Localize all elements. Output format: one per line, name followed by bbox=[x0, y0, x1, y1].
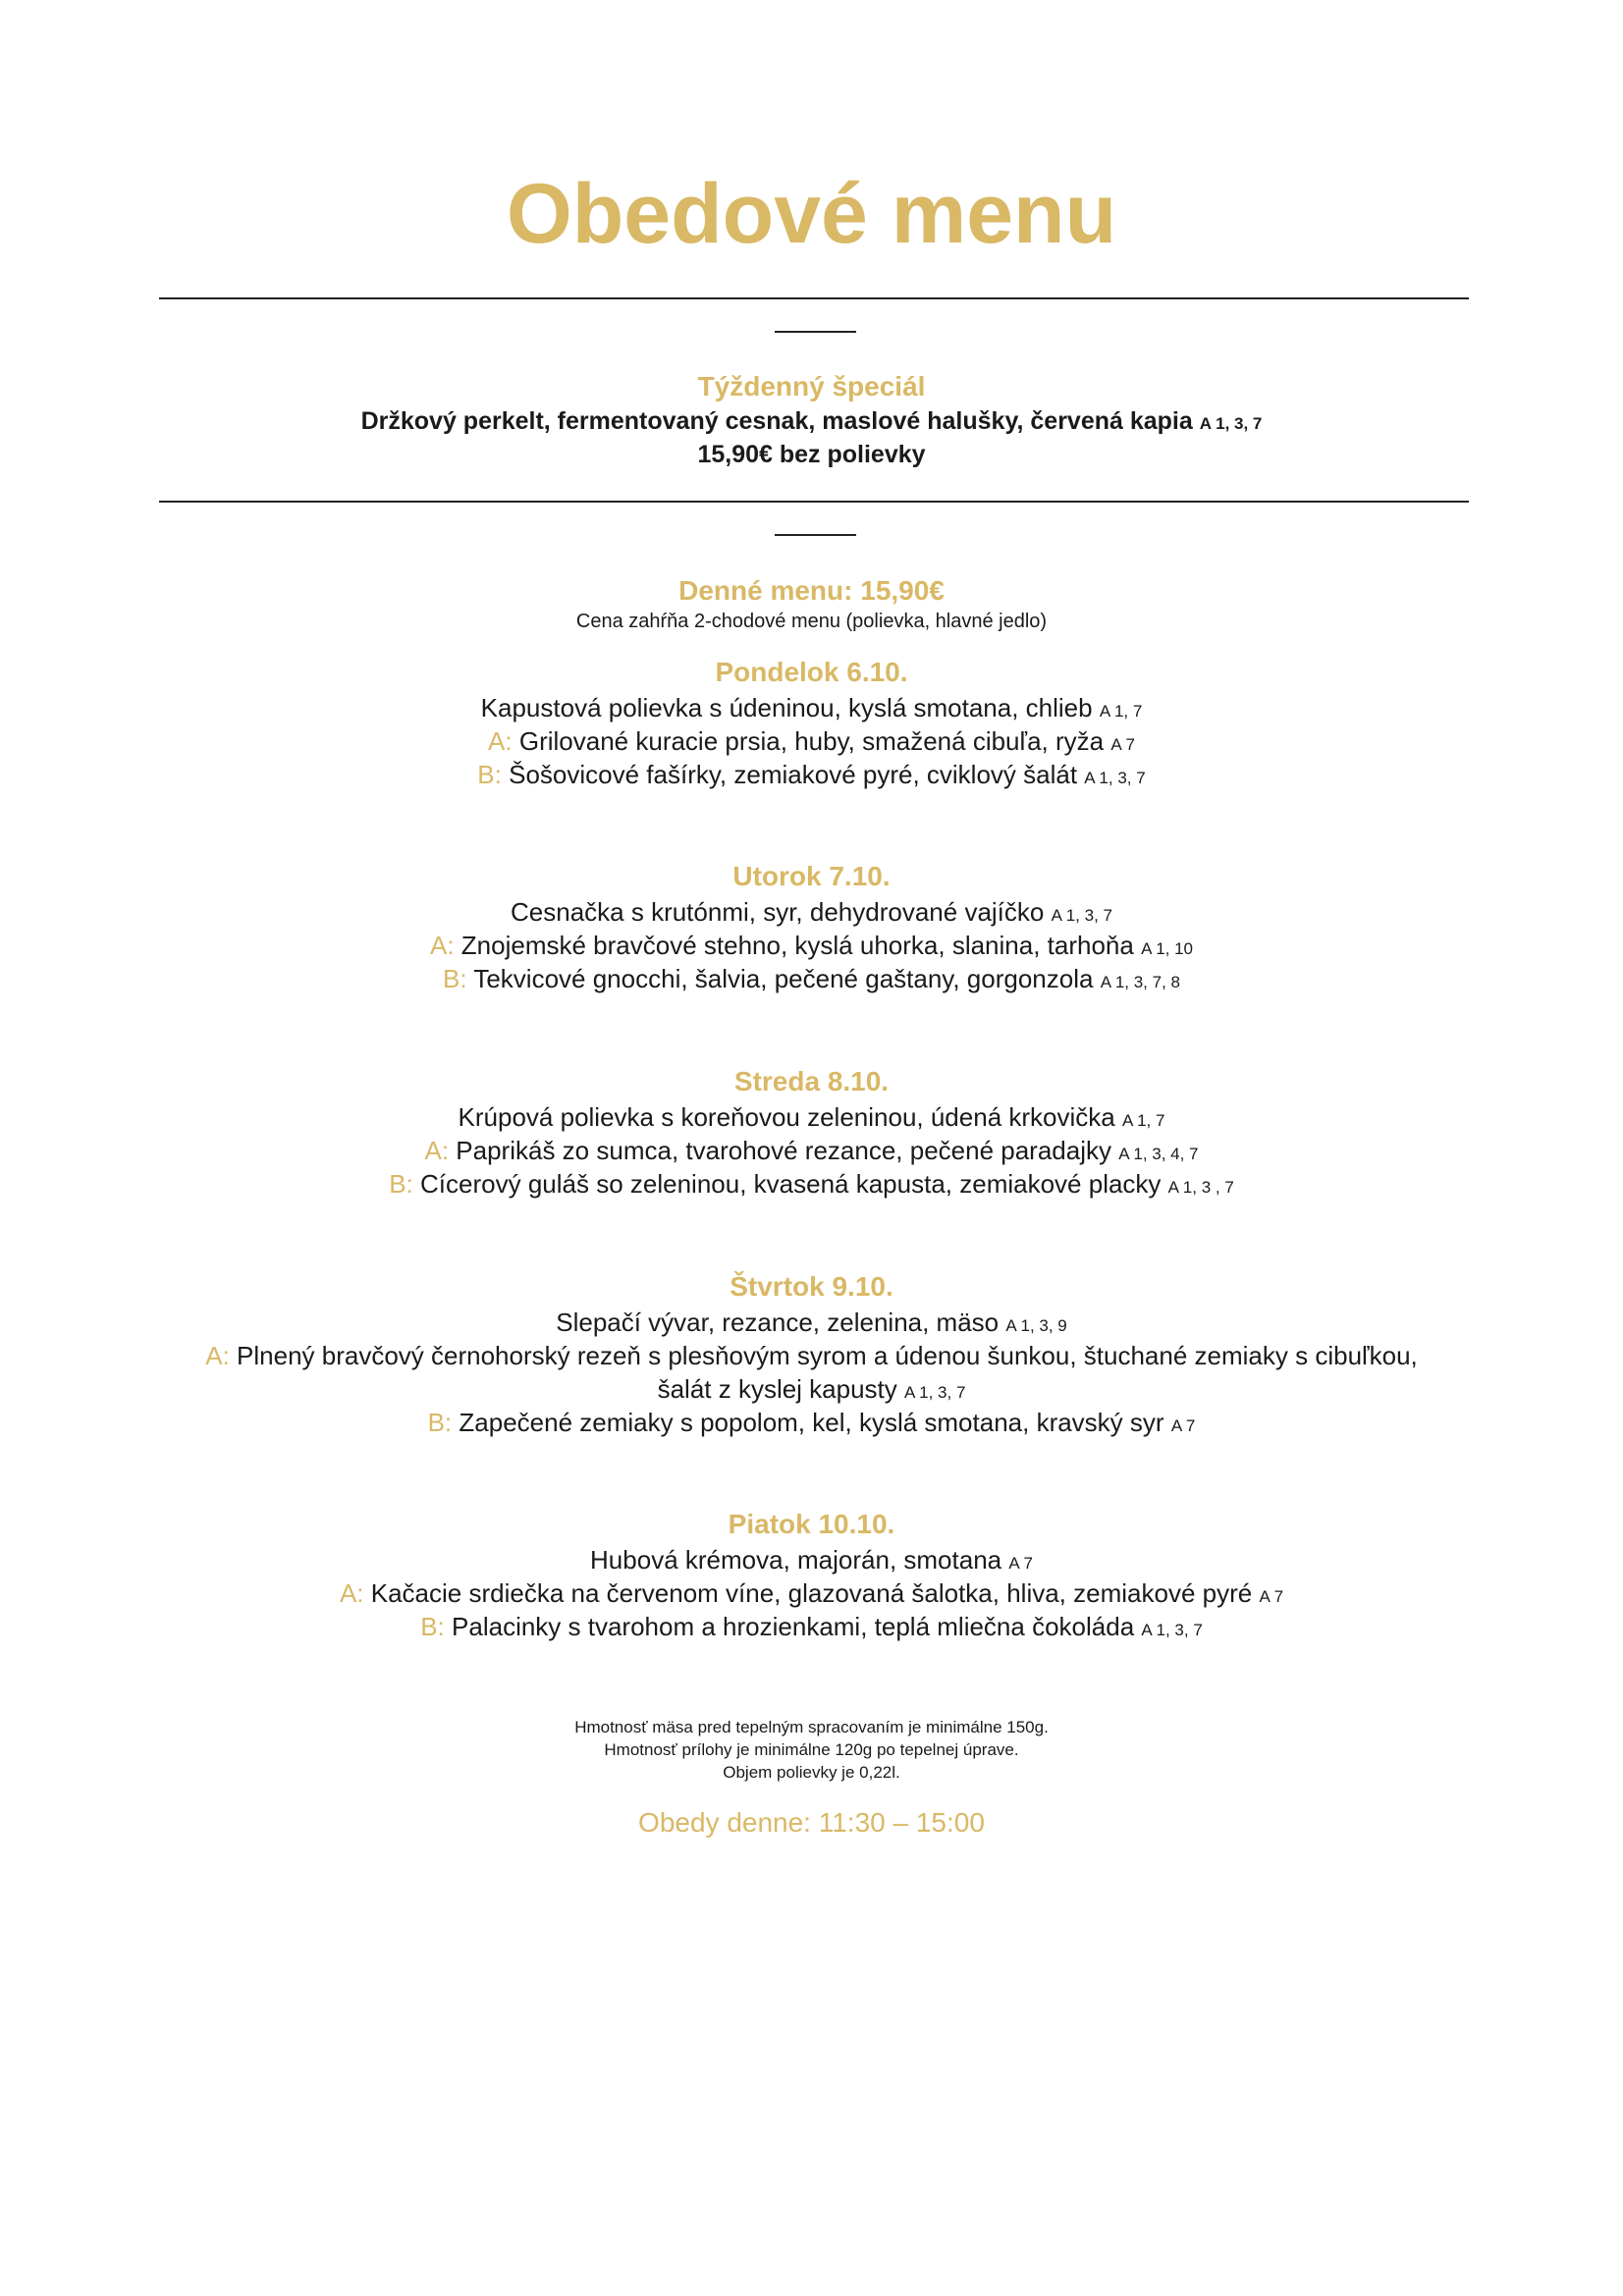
divider-line bbox=[159, 297, 1469, 299]
daily-menu-note: Cena zahŕňa 2-chodové menu (polievka, hlavné jedlo) bbox=[575, 611, 1048, 632]
allergens: A 7 bbox=[1259, 1587, 1284, 1606]
opening-hours: Obedy denne: 11:30 – 15:00 bbox=[638, 1807, 985, 1838]
day-heading: Štvrtok 9.10. bbox=[730, 1271, 893, 1302]
footer-note: Objem polievky je 0,22l. bbox=[723, 1763, 900, 1782]
soup-item: Kapustová polievka s údeninou, kyslá smotana, chlieb A 1, 7 bbox=[480, 693, 1143, 722]
divider-short bbox=[775, 331, 856, 333]
allergens: A 1, 3, 4, 7 bbox=[1118, 1145, 1199, 1163]
footer-note: Hmotnosť prílohy je minimálne 120g po tepelnej úprave. bbox=[604, 1740, 1019, 1759]
soup-item: Slepačí vývar, rezance, zelenina, mäso A 1, 3, 9 bbox=[556, 1308, 1067, 1337]
soup-item: Krúpová polievka s koreňovou zeleninou, údená krkovička A 1, 7 bbox=[458, 1102, 1165, 1132]
main-dish-a: A: Znojemské bravčové stehno, kyslá uhorka, slanina, tarhoňa A 1, 10 bbox=[429, 931, 1194, 960]
main-dish-b: B: Zapečené zemiaky s popolom, kel, kyslá smotana, kravský syr A 7 bbox=[427, 1408, 1196, 1437]
allergens: A 7 bbox=[1008, 1554, 1033, 1573]
main-dish-a-continued: šalát z kyslej kapusty A 1, 3, 7 bbox=[657, 1374, 966, 1404]
weekly-special-price: 15,90€ bez polievky bbox=[697, 441, 926, 468]
main-dish-a: A: Paprikáš zo sumca, tvarohové rezance, pečené paradajky A 1, 3, 4, 7 bbox=[424, 1136, 1199, 1165]
main-dish-b: B: Palacinky s tvarohom a hrozienkami, teplá mliečna čokoláda A 1, 3, 7 bbox=[420, 1612, 1203, 1641]
footer-note: Hmotnosť mäsa pred tepelným spracovaním je minimálne 150g. bbox=[574, 1718, 1049, 1736]
day-heading: Utorok 7.10. bbox=[732, 861, 891, 891]
allergens: A 1, 7 bbox=[1121, 1111, 1165, 1130]
allergens: A 1, 3, 7 bbox=[904, 1383, 966, 1402]
main-dish-b: B: Šošovicové fašírky, zemiakové pyré, cviklový šalát A 1, 3, 7 bbox=[477, 760, 1146, 789]
main-dish-b: B: Cícerový guláš so zeleninou, kvasená kapusta, zemiakové placky A 1, 3 , 7 bbox=[389, 1169, 1234, 1199]
allergens: A 1, 7 bbox=[1099, 702, 1143, 721]
allergens: A 1, 3, 7, 8 bbox=[1100, 973, 1180, 991]
allergens: A 1, 3, 7 bbox=[1084, 769, 1146, 787]
page-title: Obedové menu bbox=[506, 167, 1117, 261]
allergens: A 1, 3, 7 bbox=[1199, 414, 1263, 433]
weekly-special-dish: Držkový perkelt, fermentovaný cesnak, maslové halušky, červená kapia A 1, 3, 7 bbox=[360, 407, 1263, 435]
main-dish-a: A: Plnený bravčový černohorský rezeň s plesňovým syrom a údenou šunkou, štuchané zemiaky s cibuľkou, bbox=[205, 1341, 1418, 1370]
main-dish-a: A: Kačacie srdiečka na červenom víne, glazovaná šalotka, hliva, zemiakové pyré A 7 bbox=[339, 1578, 1284, 1608]
allergens: A 7 bbox=[1110, 735, 1135, 754]
divider-line bbox=[159, 501, 1469, 503]
day-heading: Piatok 10.10. bbox=[728, 1509, 895, 1539]
main-dish-b: B: Tekvicové gnocchi, šalvia, pečené gaštany, gorgonzola A 1, 3, 7, 8 bbox=[443, 964, 1180, 993]
allergens: A 1, 3 , 7 bbox=[1167, 1178, 1234, 1197]
weekly-special-heading: Týždenný špeciál bbox=[697, 371, 926, 401]
allergens: A 1, 3, 7 bbox=[1141, 1621, 1203, 1639]
soup-item: Cesnačka s krutónmi, syr, dehydrované vajíčko A 1, 3, 7 bbox=[511, 897, 1112, 927]
divider-short bbox=[775, 534, 856, 536]
main-dish-a: A: Grilované kuracie prsia, huby, smažená cibuľa, ryža A 7 bbox=[488, 726, 1135, 756]
allergens: A 1, 3, 9 bbox=[1005, 1316, 1067, 1335]
day-heading: Streda 8.10. bbox=[733, 1066, 890, 1096]
allergens: A 7 bbox=[1170, 1416, 1196, 1435]
day-heading: Pondelok 6.10. bbox=[715, 657, 908, 687]
soup-item: Hubová krémova, majorán, smotana A 7 bbox=[590, 1545, 1033, 1575]
allergens: A 1, 3, 7 bbox=[1051, 906, 1112, 925]
allergens: A 1, 10 bbox=[1141, 939, 1194, 958]
daily-menu-heading: Denné menu: 15,90€ bbox=[678, 575, 945, 606]
